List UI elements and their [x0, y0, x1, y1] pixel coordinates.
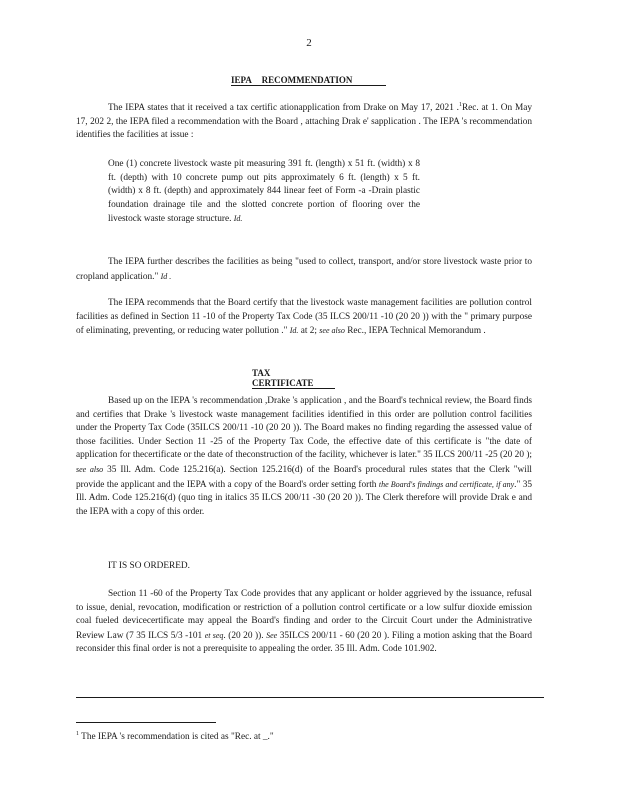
- paragraph-text: 35ILCS 200/11 - 60 (20 20 ). Filing a motion asking that the Board reconsider this final order is not a prerequisite to appealing the order. 35 Ill. Adm. Code 101.902.: [76, 630, 532, 655]
- citation: et seq: [204, 630, 224, 640]
- horizontal-divider: [76, 697, 544, 698]
- paragraph-text: 35 Ill. Adm. Code 125.216(a). Section 125.216(d) of the Board's procedural rules states that the Clerk "will provide the applicant and the IEPA with a copy of the Board's order setting forth: [76, 464, 532, 490]
- section-heading-text: IEPA RECOMMENDATION: [231, 75, 353, 85]
- footnote-text: The IEPA 's recommendation is cited as "Rec. at _.": [81, 732, 274, 742]
- quote-text: One (1) concrete livestock waste pit measuring 391 ft. (length) x 51 ft. (width) x 8 ft. (depth) with 10 concrete pump out pits approximately 6 ft. (length) x 5 ft. (width) x 8 ft. (depth) and approximately 844 linear feet of Form -a -Drain plastic foundation drainage tile and the slotted concrete portion of flooring over the livestock waste storage structure.: [108, 159, 420, 225]
- paragraph-text: ." 35 Ill. Adm. Code 125.216(d) (quo ting in italics 35 ILCS 200/11 -30 (20 20 )). The Clerk therefore will provide Drak e and the IEPA with a copy of this order.: [76, 479, 533, 517]
- paragraph-facility-description: [76, 256, 532, 284]
- section-heading-text: TAX CERTIFICATE: [252, 368, 314, 388]
- citation: Id.: [289, 326, 299, 336]
- citation: see also: [319, 326, 345, 336]
- order-text: IT IS SO ORDERED.: [108, 561, 190, 571]
- paragraph-text: The IEPA recommends that the Board certify that the livestock waste management facilities are pollution control facilities as defined in Section 11 -10 of the Property Tax Code (35 ILCS 200/11 -10 (20 20 )) with the " primary purpose of eliminating, preventing, or reducing water pollution .": [76, 298, 532, 337]
- citation: the Board's findings and certificate, if any: [378, 479, 515, 489]
- paragraph-text: Section 11 -60 of the Property Tax Code provides that any applicant or holder aggrieved by the issuance, refusal to issue, denial, revocation, modification or restriction of a pollution control certificate or a low sulfur dioxide emission coal fueled devicecertificate may appeal the Board's finding and order to the Circuit Court under the Administrative Review Law (7 35 ILCS 5/3 -101: [76, 589, 532, 641]
- paragraph-text: The IEPA further describes the facilities as being "used to collect, transport, and/or store livestock waste prior to cropland application.": [76, 257, 532, 282]
- paragraph-iepa-recommends: [76, 297, 532, 339]
- citation: Id .: [160, 271, 172, 281]
- paragraph-text: . (20 20 )).: [223, 630, 264, 641]
- paragraph-text: The IEPA states that it received a tax certific ationapplication from Drake on May 17, 2021 .: [108, 103, 459, 113]
- block-quote-facilities: [108, 158, 420, 227]
- section-heading-iepa-recommendation: [231, 75, 386, 86]
- paragraph-text: Rec., IEPA Technical Memorandum .: [347, 326, 486, 337]
- paragraph-appeal-rights: [76, 588, 532, 657]
- order-statement: [108, 560, 308, 574]
- paragraph-iepa-application: [76, 102, 532, 143]
- citation: see also: [76, 464, 104, 474]
- footnote-divider: [76, 722, 216, 723]
- citation: Id.: [233, 214, 243, 224]
- paragraph-text: Based up on the IEPA 's recommendation ,Drake 's application , and the Board's technical review, the Board finds and certifies that Drake 's livestock waste management facilities identified in this order are pollution control facilities under the Property Tax Code (35ILCS 200/11 -10 (20 20 )). The Board makes no finding regarding the assessed value of those facilities. Under Section 11 -25 of the Property Tax Code, the effective date of this certificate is "the date of application for thecertificate or the date of theconstruction of the facility, whichever is later." 35 ILCS 200/11 -25 (20 20 );: [76, 396, 532, 461]
- footnote-reference: 1: [458, 101, 462, 108]
- section-heading-tax-certificate: [252, 368, 335, 389]
- paragraph-text: Rec. at 1. On May 17, 202 2, the IEPA filed a recommendation with the Board , attaching Drak e' sapplication . The IEPA 's recommendation identifies the facilities at issue :: [76, 103, 532, 141]
- paragraph-board-findings: [76, 395, 532, 519]
- footnote: [76, 732, 274, 742]
- paragraph-text: at 2;: [300, 326, 317, 337]
- citation: See: [266, 630, 278, 640]
- footnote-marker: 1: [76, 730, 79, 737]
- page-number: 2: [306, 37, 312, 49]
